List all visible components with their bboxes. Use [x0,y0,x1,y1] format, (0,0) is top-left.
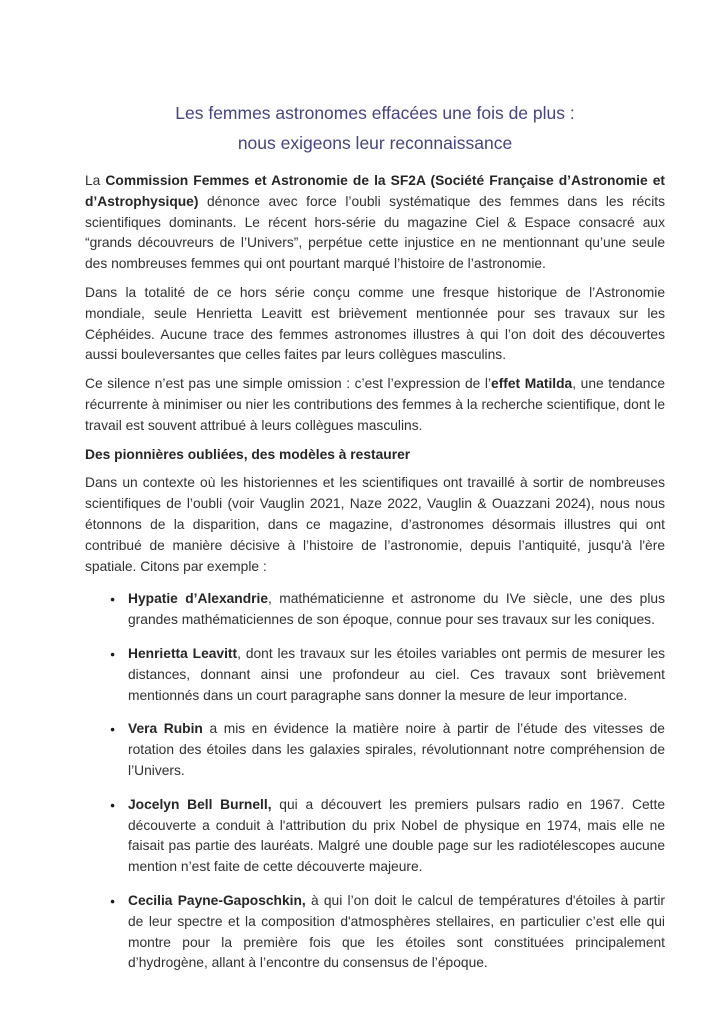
bullet-icon: ● [110,648,116,659]
text-run: qui a découvert les premiers pulsars radio en 1967. Cette découverte a conduit à l'attribution du prix Nobel de physique en 1974, mais elle ne faisait pas partie des lauréats. Malgré une double page sur les radiotélescopes aucune mention n’est faite de cette découverte majeure. [128,796,665,875]
list-item-text [128,797,665,874]
paragraph-effet-matilda [85,374,665,436]
list-item-text [128,893,665,970]
pioneer-name: Cecilia Payne-Gaposchkin, [128,892,306,908]
list-item-text [128,591,665,627]
text-run: Dans un contexte où les historiennes et les scientifiques ont travaillé à sortir de nombreuses scientifiques de l’oubli (voir Vauglin 2021, Naze 2022, Vauglin & Ouazzani 2024), nous nous étonnons de la disparition, dans ce magazine, d’astronomes désormais illustres qui ont contribué de manière décisive à l’histoire de l’astronomie, depuis l’antiquité, jusqu'à l'ère spatiale. Citons par exemple : [85,475,665,574]
list-item-text [128,721,665,778]
bold-run-commission: Commission Femmes et Astronomie de la SF2A (Société Française d’Astronomie et d’Astrophysique) [85,173,665,209]
text-run: , dont les travaux sur les étoiles variables ont permis de mesurer les distances, donnant ainsi une profondeur au ciel. Ces travaux sont brièvement mentionnés dans un court paragraphe sans donner la mesure de leur importance. [128,645,666,703]
title-line-1: Les femmes astronomes effacées une fois de plus : [175,103,575,123]
pioneers-list [85,589,665,974]
section-heading: Des pionnières oubliées, des modèles à restaurer [85,446,411,462]
text-run: à qui l’on doit le calcul de températures d'étoiles à partir de leur spectre et la composition d'atmosphères stellaires, en particulier c’est elle qui montre pour la première fois que les étoiles sont constituées principalement d’hydrogène, allant à l’encontre du consensus de l’époque. [128,892,665,971]
paragraph-contexte [85,473,665,577]
page-title [85,98,665,158]
list-item-bell-burnell [85,795,665,878]
list-item-rubin [85,719,665,781]
text-run: Ce silence n’est pas une simple omission : c’est l’expression de l’ [85,376,492,392]
list-item-payne-gaposchkin [85,891,665,974]
text-run: La [85,173,106,188]
bullet-icon: ● [110,895,116,906]
paragraph-hors-serie [85,283,665,366]
text-run: , mathématicienne et astronome du IVe siècle, une des plus grandes mathématiciennes de son époque, connue pour ses travaux sur les coniques. [128,591,665,628]
text-run: a mis en évidence la matière noire à partir de l’étude des vitesses de rotation des étoiles dans les galaxies spirales, révolutionnant notre compréhension de l’Univers. [128,721,665,778]
paragraph-intro [85,171,665,275]
text-run: , une tendance récurrente à minimiser ou nier les contributions des femmes à la recherche scientifique, dont le travail est souvent attribué à leurs collègues masculins. [85,376,665,433]
bold-run-effet-matilda: effet Matilda [491,376,573,392]
pioneer-name: Jocelyn Bell Burnell, [128,796,272,812]
text-run: dénonce avec force l’oubli systématique des femmes dans les récits scientifiques dominants. Le récent hors-série du magazine Ciel & Espace consacré aux “grands découvreurs de l’Univers”, perpétue cette injustice en ne mentionnant qu’une seule des nombreuses femmes qui ont pourtant marqué l’histoire de l’astronomie. [85,193,665,272]
bullet-icon: ● [110,594,116,605]
pioneer-name: Hypatie d’Alexandrie [128,591,269,607]
title-line-2: nous exigeons leur reconnaissance [237,133,513,153]
pioneer-name: Vera Rubin [128,721,203,737]
list-item-hypatie [85,589,665,631]
list-item-text [128,646,665,703]
text-run: Dans la totalité de ce hors série conçu comme une fresque historique de l’Astronomie mondiale, seule Henrietta Leavitt est brièvement mentionnée pour ses travaux sur les Céphéides. Aucune trace des femmes astronomes illustres à qui l’on doit des découvertes aussi bouleversantes que celles faites par leurs collègues masculins. [85,284,665,363]
pioneer-name: Henrietta Leavitt [128,645,238,661]
bullet-icon: ● [110,799,116,810]
bullet-icon: ● [110,724,116,735]
list-item-leavitt [85,644,665,706]
